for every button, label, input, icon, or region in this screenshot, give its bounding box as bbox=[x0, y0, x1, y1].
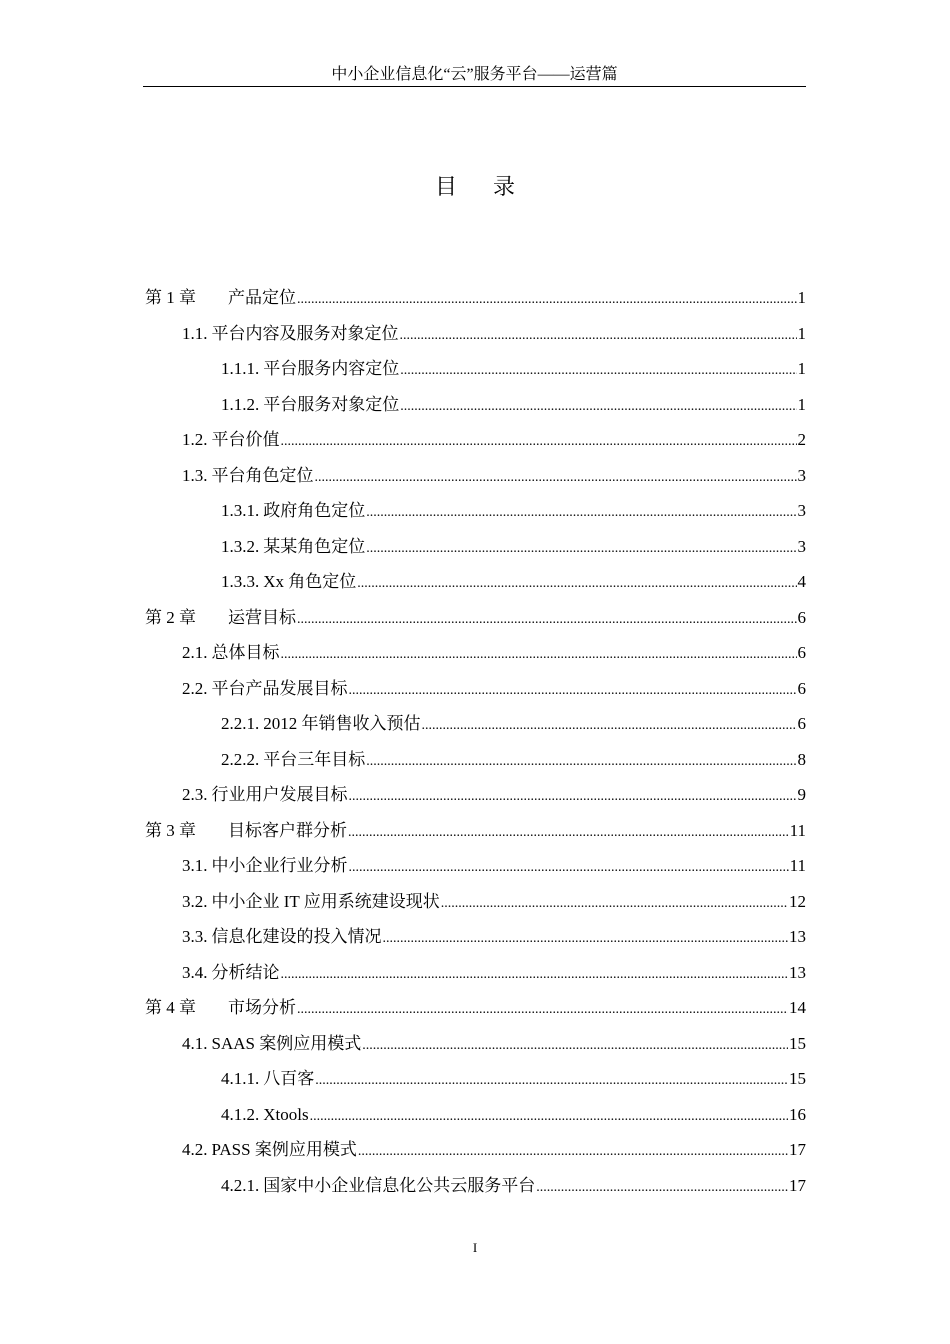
toc-dot-leader bbox=[281, 641, 797, 669]
toc-entry[interactable] bbox=[145, 959, 806, 995]
toc-dot-leader bbox=[281, 428, 797, 456]
toc-entry-number: 3.1. bbox=[182, 856, 208, 875]
toc-entry-page: 3 bbox=[797, 501, 806, 520]
toc-entry[interactable] bbox=[145, 1065, 806, 1101]
toc-entry-page: 15 bbox=[789, 1069, 806, 1088]
toc-entry-title: 市场分析 bbox=[228, 998, 296, 1017]
toc-entry[interactable] bbox=[145, 568, 806, 604]
page-header: 中小企业信息化“云”服务平台——运营篇 bbox=[331, 66, 618, 83]
toc-entry-title: 平台内容及服务对象定位 bbox=[211, 323, 399, 343]
toc-entry-number: 1.3.2. bbox=[221, 536, 260, 556]
toc-entry-title: Xx 角色定位 bbox=[263, 572, 357, 591]
toc-dot-leader bbox=[400, 322, 797, 350]
toc-entry[interactable] bbox=[145, 888, 806, 924]
toc-dot-leader bbox=[536, 1174, 788, 1202]
toc-entry-title: 平台三年目标 bbox=[263, 749, 366, 769]
toc-entry-title: 分析结论 bbox=[211, 962, 280, 982]
toc-entry[interactable] bbox=[145, 533, 806, 569]
toc-dot-leader bbox=[366, 748, 796, 776]
toc-entry-page: 1 bbox=[797, 359, 806, 378]
toc-entry-page: 9 bbox=[797, 785, 806, 804]
toc-dot-leader bbox=[349, 854, 789, 882]
toc-dot-leader bbox=[366, 535, 796, 563]
header-rule bbox=[143, 86, 806, 87]
toc-dot-leader bbox=[349, 783, 797, 811]
toc-dot-leader bbox=[422, 712, 797, 740]
toc-dot-leader bbox=[310, 1103, 788, 1131]
toc-entry-page: 15 bbox=[789, 1033, 806, 1053]
table-of-contents bbox=[145, 284, 806, 1207]
toc-entry[interactable] bbox=[145, 1172, 806, 1208]
toc-entry-page: 11 bbox=[789, 856, 806, 875]
toc-dot-leader bbox=[357, 570, 796, 598]
toc-entry-page: 3 bbox=[797, 536, 806, 556]
toc-entry-title: 运营目标 bbox=[228, 607, 296, 627]
toc-entry-page: 6 bbox=[797, 714, 806, 733]
toc-entry-title: 产品定位 bbox=[228, 288, 296, 307]
toc-entry-number: 第 4 章 bbox=[145, 998, 196, 1017]
toc-entry-title: 目标客户群分析 bbox=[228, 820, 347, 840]
toc-entry-title: 平台服务内容定位 bbox=[263, 359, 400, 378]
toc-entry[interactable] bbox=[145, 994, 806, 1030]
toc-entry-page: 6 bbox=[797, 678, 806, 698]
toc-dot-leader bbox=[362, 1032, 788, 1060]
toc-entry-number: 第 3 章 bbox=[145, 820, 196, 840]
toc-entry[interactable] bbox=[145, 1136, 806, 1172]
toc-entry[interactable] bbox=[145, 391, 806, 427]
toc-entry-page: 13 bbox=[789, 927, 806, 946]
toc-entry-number: 1.3.1. bbox=[221, 501, 260, 520]
toc-entry-title: 政府角色定位 bbox=[263, 501, 366, 520]
toc-entry-number: 2.2. bbox=[182, 678, 208, 698]
toc-entry-title: 2012 年销售收入预估 bbox=[263, 714, 421, 733]
toc-entry[interactable] bbox=[145, 1101, 806, 1137]
page-number: I bbox=[472, 1240, 478, 1255]
toc-entry-number: 1.1. bbox=[182, 323, 208, 343]
toc-entry[interactable] bbox=[145, 675, 806, 711]
toc-entry-number: 1.3.3. bbox=[221, 572, 260, 591]
toc-dot-leader bbox=[383, 925, 789, 953]
toc-entry-title: 信息化建设的投入情况 bbox=[211, 927, 382, 946]
toc-entry-page: 12 bbox=[789, 891, 806, 911]
toc-dot-leader bbox=[349, 677, 797, 705]
toc-entry[interactable] bbox=[145, 355, 806, 391]
toc-entry-page: 3 bbox=[797, 465, 806, 485]
toc-entry-title: 八百客 bbox=[263, 1069, 315, 1088]
toc-entry[interactable] bbox=[145, 746, 806, 782]
toc-entry-page: 11 bbox=[789, 820, 806, 840]
toc-entry-number: 2.1. bbox=[182, 643, 208, 662]
toc-entry-page: 14 bbox=[789, 998, 806, 1017]
toc-entry-number: 3.2. bbox=[182, 891, 208, 911]
toc-entry[interactable] bbox=[145, 1030, 806, 1066]
toc-entry-page: 1 bbox=[797, 288, 806, 307]
toc-entry[interactable] bbox=[145, 639, 806, 675]
toc-entry-number: 2.2.2. bbox=[221, 749, 260, 769]
toc-entry[interactable] bbox=[145, 923, 806, 959]
toc-title: 目录 bbox=[434, 175, 551, 200]
toc-dot-leader bbox=[366, 499, 796, 527]
toc-dot-leader bbox=[348, 819, 789, 847]
toc-entry-number: 4.2. bbox=[182, 1140, 208, 1159]
toc-dot-leader bbox=[297, 606, 797, 634]
toc-dot-leader bbox=[297, 996, 788, 1024]
toc-entry-number: 1.3. bbox=[182, 465, 208, 485]
toc-entry-number: 1.2. bbox=[182, 430, 208, 449]
toc-entry-title: 行业用户发展目标 bbox=[211, 785, 348, 804]
toc-entry-number: 3.4. bbox=[182, 962, 208, 982]
toc-dot-leader bbox=[281, 961, 789, 989]
toc-entry-title: 平台服务对象定位 bbox=[263, 394, 400, 414]
toc-dot-leader bbox=[358, 1138, 788, 1166]
toc-dot-leader bbox=[315, 1067, 788, 1095]
toc-entry-number: 1.1.2. bbox=[221, 394, 260, 414]
toc-entry-page: 4 bbox=[797, 572, 806, 591]
toc-dot-leader bbox=[400, 393, 796, 421]
toc-entry-title: 国家中小企业信息化公共云服务平台 bbox=[263, 1175, 536, 1195]
toc-entry-title: 平台角色定位 bbox=[211, 465, 314, 485]
toc-entry-page: 6 bbox=[797, 643, 806, 662]
toc-entry[interactable] bbox=[145, 497, 806, 533]
toc-dot-leader bbox=[315, 464, 797, 492]
toc-dot-leader bbox=[400, 357, 796, 385]
toc-entry-number: 2.2.1. bbox=[221, 714, 260, 733]
toc-entry[interactable] bbox=[145, 426, 806, 462]
toc-dot-leader bbox=[441, 890, 788, 918]
toc-entry-number: 第 2 章 bbox=[145, 607, 196, 627]
toc-entry-page: 2 bbox=[797, 430, 806, 449]
toc-entry-number: 4.2.1. bbox=[221, 1175, 260, 1195]
toc-entry-title: 中小企业行业分析 bbox=[211, 856, 348, 875]
toc-entry-title: 总体目标 bbox=[211, 643, 280, 662]
toc-entry-page: 1 bbox=[797, 394, 806, 414]
toc-entry-title: 中小企业 IT 应用系统建设现状 bbox=[211, 891, 440, 911]
toc-entry-number: 4.1. bbox=[182, 1033, 208, 1053]
toc-entry-title: 平台产品发展目标 bbox=[211, 678, 348, 698]
toc-entry[interactable] bbox=[145, 462, 806, 498]
toc-entry-title: SAAS 案例应用模式 bbox=[211, 1033, 362, 1053]
toc-entry-title: 平台价值 bbox=[211, 430, 280, 449]
toc-entry-page: 16 bbox=[789, 1104, 806, 1124]
toc-entry-title: PASS 案例应用模式 bbox=[211, 1140, 357, 1159]
toc-entry[interactable] bbox=[145, 852, 806, 888]
toc-entry-number: 1.1.1. bbox=[221, 359, 260, 378]
toc-entry-number: 2.3. bbox=[182, 785, 208, 804]
toc-entry[interactable] bbox=[145, 320, 806, 356]
toc-entry-page: 6 bbox=[797, 607, 806, 627]
toc-entry[interactable] bbox=[145, 604, 806, 640]
toc-entry-page: 17 bbox=[789, 1175, 806, 1195]
toc-entry-page: 17 bbox=[789, 1140, 806, 1159]
toc-entry-page: 1 bbox=[797, 323, 806, 343]
toc-entry[interactable] bbox=[145, 710, 806, 746]
toc-entry-page: 8 bbox=[797, 749, 806, 769]
toc-entry-number: 4.1.2. bbox=[221, 1104, 260, 1124]
toc-entry-number: 4.1.1. bbox=[221, 1069, 260, 1088]
toc-dot-leader bbox=[297, 286, 797, 314]
toc-entry[interactable] bbox=[145, 817, 806, 853]
toc-entry-page: 13 bbox=[789, 962, 806, 982]
toc-entry-title: 某某角色定位 bbox=[263, 536, 366, 556]
toc-entry[interactable] bbox=[145, 284, 806, 320]
toc-entry[interactable] bbox=[145, 781, 806, 817]
toc-entry-number: 3.3. bbox=[182, 927, 208, 946]
toc-entry-title: Xtools bbox=[263, 1104, 309, 1124]
toc-entry-number: 第 1 章 bbox=[145, 288, 196, 307]
